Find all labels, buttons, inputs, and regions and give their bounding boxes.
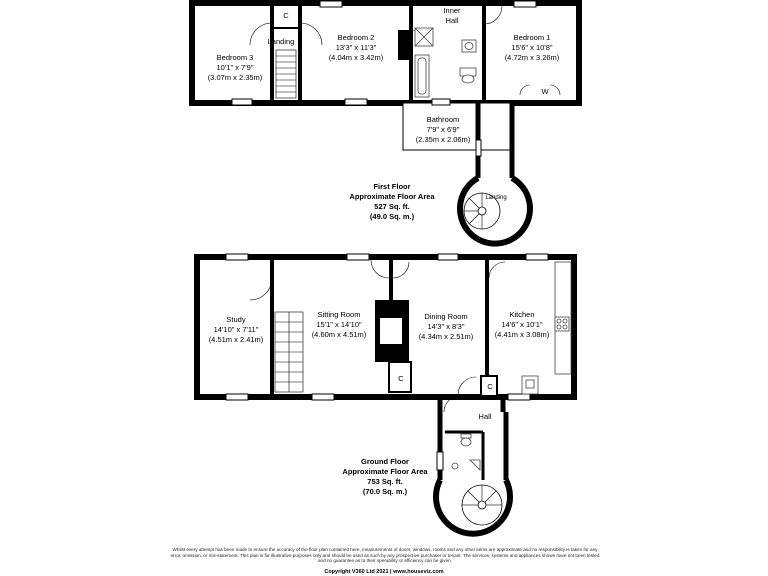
kitchen-metric: (4.41m x 3.08m) xyxy=(494,330,550,339)
bathroom-imperial: 7'9" x 6'9" xyxy=(426,125,460,134)
hall-cupboard-label: C xyxy=(487,382,493,391)
bedroom2-imperial: 13'3" x 11'3" xyxy=(335,43,377,52)
bedroom3-metric: (3.07m x 2.35m) xyxy=(207,73,263,82)
sitting-room-name: Sitting Room xyxy=(317,310,361,319)
ground-floor-chimney xyxy=(375,300,409,362)
disclaimer-text: Whilst every attempt has been made to ensure the accuracy of the floor plan contained here, measurements of doors, windows, rooms and any other items are approximate and no responsibility is taken for any error, omission, or mis-statement. This plan is for illustrative purposes only and should be used as such by any prospective purchaser or tenant. The services, systems and appliances shown have not been tested and no guarantee as to their operability or efficiency can be given. xyxy=(170,547,600,564)
first-floor-chimney xyxy=(398,30,412,60)
bathroom-metric: (2.35m x 2.06m) xyxy=(415,135,471,144)
first-floor-area-subtitle: Approximate Floor Area xyxy=(349,192,435,201)
study-imperial: 14'10" x 7'11" xyxy=(213,325,259,334)
dining-room-metric: (4.34m x 2.51m) xyxy=(418,332,474,341)
bedroom2-metric: (4.04m x 3.42m) xyxy=(328,53,384,62)
tower-landing-name: Landing xyxy=(485,195,507,201)
first-floor-stairs xyxy=(276,50,296,98)
study-name: Study xyxy=(226,315,246,324)
ground-floor-area-title: Ground Floor xyxy=(361,457,409,466)
copyright-text: Copyright V360 Ltd 2021 | www.houseviz.com xyxy=(324,569,444,575)
bathroom-fixtures xyxy=(415,28,476,97)
first-floor-cupboard: C xyxy=(283,11,289,20)
wardrobe-label: W xyxy=(541,87,549,96)
study-metric: (4.51m x 2.41m) xyxy=(208,335,264,344)
kitchen-name: Kitchen xyxy=(509,310,535,319)
bedroom1-name: Bedroom 1 xyxy=(513,33,551,42)
bedroom3-imperial: 10'1" x 7'9" xyxy=(216,63,254,72)
dining-room-name: Dining Room xyxy=(424,312,468,321)
bedroom2-name: Bedroom 2 xyxy=(337,33,375,42)
ground-floor-stairs xyxy=(275,312,303,392)
ground-floor-area-sqft: 753 Sq. ft. xyxy=(367,477,403,486)
bedroom1-metric: (4.72m x 3.26m) xyxy=(504,53,560,62)
wc-fixtures xyxy=(452,434,480,470)
inner-hall-line2: Hall xyxy=(445,16,459,25)
first-floor-area-sqm: (49.0 Sq. m.) xyxy=(369,212,415,221)
sitting-room-imperial: 15'1" x 14'10" xyxy=(316,320,362,329)
bedroom3-name: Bedroom 3 xyxy=(216,53,254,62)
bedroom1-imperial: 15'6" x 10'8" xyxy=(511,43,553,52)
landing-name: Landing xyxy=(267,37,295,46)
bathroom-name: Bathroom xyxy=(426,115,460,124)
ground-floor-area-sqm: (70.0 Sq. m.) xyxy=(362,487,408,496)
ground-floor-area-subtitle: Approximate Floor Area xyxy=(342,467,428,476)
sitting-room-metric: (4.60m x 4.51m) xyxy=(311,330,367,339)
inner-hall-line1: Inner xyxy=(443,6,461,15)
first-floor-area-title: First Floor xyxy=(373,182,411,191)
dining-room-imperial: 14'3" x 8'3" xyxy=(427,322,465,331)
hall-name: Hall xyxy=(478,412,492,421)
dining-cupboard-label: C xyxy=(398,374,404,383)
first-floor-area-sqft: 527 Sq. ft. xyxy=(374,202,410,211)
kitchen-imperial: 14'6" x 10'1" xyxy=(501,320,543,329)
